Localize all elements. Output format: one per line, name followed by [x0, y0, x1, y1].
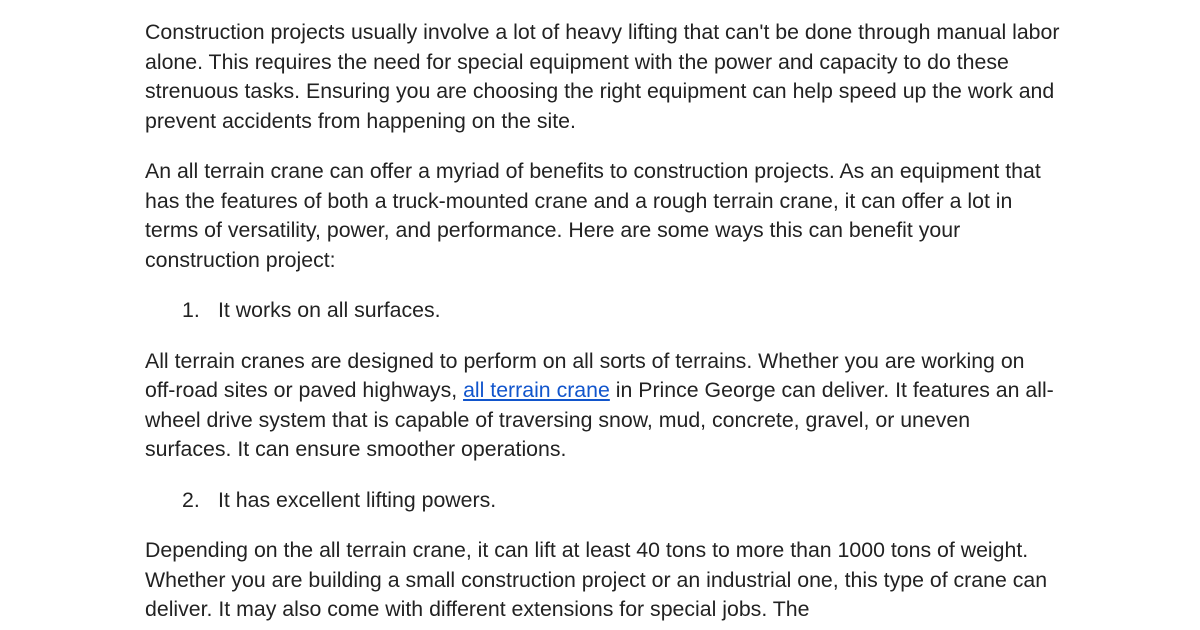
list-item-2	[145, 486, 1060, 516]
document-body	[145, 18, 1060, 630]
lifting-paragraph: Depending on the all terrain crane, it can lift at least 40 tons to more than 1000 tons of weight. Whether you are building a small construction project or an industrial one, this type of crane can deliver. It may also come with different extensions for special jobs. The	[145, 538, 1048, 621]
list-item-1	[145, 296, 1060, 326]
list-number: 2.	[182, 487, 200, 512]
list-item-text: It has excellent lifting powers.	[218, 487, 497, 512]
benefits-intro-paragraph: An all terrain crane can offer a myriad of benefits to construction projects. As an equipment that has the features of both a truck-mounted crane and a rough terrain crane, it can offer a lot in terms of versatility, power, and performance. Here are some ways this can benefit your construction project:	[145, 159, 1041, 272]
intro-paragraph: Construction projects usually involve a lot of heavy lifting that can't be done through manual labor alone. This requires the need for special equipment with the power and capacity to do these strenuous tasks. Ensuring you are choosing the right equipment can help speed up the work and prevent accidents from happening on the site.	[145, 20, 1060, 133]
list-number: 1.	[182, 298, 200, 322]
surfaces-paragraph	[145, 347, 1060, 465]
all-terrain-crane-link[interactable]: all terrain crane	[463, 378, 610, 402]
list-item-text: It works on all surfaces.	[218, 298, 441, 322]
paragraph-text-before-link: All terrain cranes are designed to perform on all sorts of terrains. Whether you are working on off-road sites or paved highways,	[145, 348, 1025, 402]
paragraph-text-after-link: in Prince George can deliver. It features an all-wheel drive system that is capable of traversing snow, mud, concrete, gravel, or uneven surfaces. It can ensure smoother operations.	[145, 378, 1054, 461]
